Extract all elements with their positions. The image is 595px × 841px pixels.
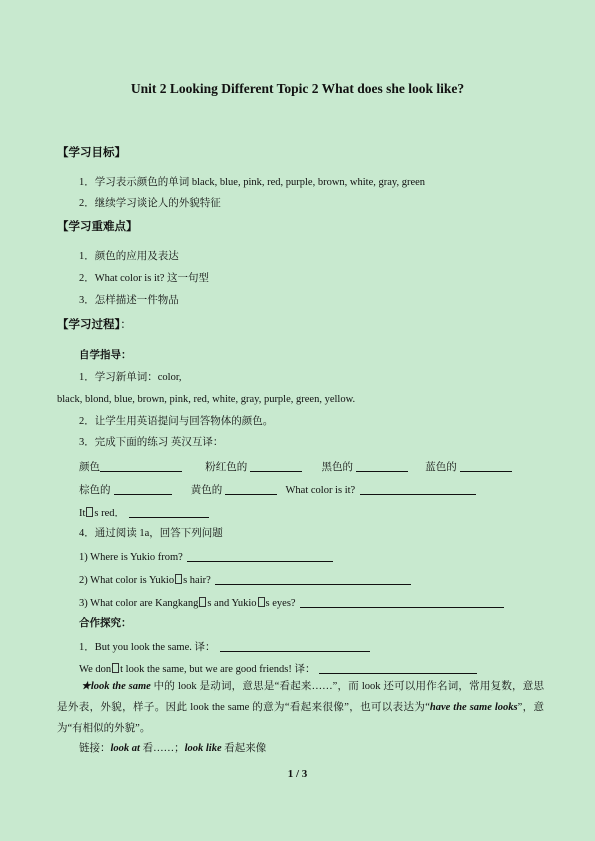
- question-3-part2: s and Yukio: [207, 598, 257, 609]
- translate-sentence-2-part2: t look the same, but we are good friends! 译：: [120, 664, 316, 675]
- translate-sentence-2-part1: We don: [79, 664, 112, 675]
- goal-item-1: 1．学习表示颜色的单词 black, blue, pink, red, purple, brown, white, gray, green: [79, 177, 426, 188]
- section-heading-goals: 【学习目标】: [57, 145, 126, 159]
- link-phrase-look-at: look at: [110, 743, 140, 754]
- blank-its-red[interactable]: [129, 507, 209, 518]
- missing-glyph-icon: [258, 597, 265, 607]
- cooperation-heading: 合作探究：: [79, 617, 132, 629]
- blank-color[interactable]: [100, 461, 182, 472]
- missing-glyph-icon: [86, 507, 93, 517]
- word-black: 黑色的: [321, 462, 353, 473]
- page-title: Unit 2 Looking Different Topic 2 What does she look like?: [130, 81, 465, 96]
- link-phrase-look-like: look like: [184, 743, 222, 754]
- translate-sentence-1-text: 1．But you look the same. 译：: [79, 642, 216, 653]
- look-the-same-note: [57, 676, 544, 739]
- note-phrase-look-the-same: ★look the same: [81, 681, 151, 692]
- link-label: 链接：: [79, 743, 111, 754]
- section-heading-process-suffix: ：: [120, 317, 132, 331]
- blank-question-1[interactable]: [187, 551, 333, 562]
- question-2-part2: s hair?: [183, 575, 211, 586]
- word-brown: 棕色的: [79, 485, 111, 496]
- blank-what-color[interactable]: [360, 484, 476, 495]
- question-2: [79, 574, 411, 587]
- self-study-heading: 自学指导：: [79, 349, 132, 361]
- word-color: 颜色: [79, 462, 100, 473]
- missing-glyph-icon: [175, 574, 182, 584]
- question-3: [79, 597, 504, 610]
- its-red-part2: s red．: [94, 508, 126, 519]
- link-note: [79, 744, 266, 755]
- blank-yellow[interactable]: [225, 484, 277, 495]
- note-text-1: 中的 look 是动词，意思是“看起来……”，而 look 还可以用作名词，常用复数，意思是外表，外貌，样子。因此 look the same 的意为“看起来很像”，也可以表达为“: [57, 681, 545, 713]
- question-2-part1: 2) What color is Yukio: [79, 575, 175, 586]
- word-pink: 粉红色的: [205, 462, 248, 473]
- self-study-item-2: 2．让学生用英语提问与回答物体的颜色。: [79, 416, 274, 427]
- translation-row-1: [79, 461, 512, 474]
- its-red-part1: It: [79, 508, 86, 519]
- section-heading-key-points: 【学习重难点】: [57, 219, 138, 233]
- key-point-2: 2．What color is it? 这一句型: [79, 273, 210, 284]
- question-3-part3: s eyes?: [265, 598, 296, 609]
- blank-brown[interactable]: [114, 484, 172, 495]
- missing-glyph-icon: [199, 597, 206, 607]
- missing-glyph-icon: [112, 663, 119, 673]
- self-study-item-1: 1．学习新单词：color,: [79, 372, 182, 383]
- blank-translate-1[interactable]: [220, 641, 370, 652]
- note-phrase-have-the-same-looks: have the same looks: [429, 702, 518, 713]
- blank-question-2[interactable]: [215, 574, 411, 585]
- self-study-item-1-words: black, blond, blue, brown, pink, red, white, gray, purple, green, yellow.: [57, 394, 356, 405]
- goal-item-2: 2．继续学习谈论人的外貌特征: [79, 198, 221, 209]
- note-text-2: ”，意为“有相似的外貌”。: [57, 702, 544, 734]
- blank-blue[interactable]: [460, 461, 512, 472]
- link-text-1: 看……；: [139, 743, 185, 754]
- question-3-part1: 3) What color are Kangkang: [79, 598, 199, 609]
- self-study-item-4: 4．通过阅读 1a，回答下列问题: [79, 528, 223, 539]
- blank-black[interactable]: [356, 461, 408, 472]
- phrase-what-color: What color is it?: [285, 485, 356, 496]
- section-heading-process: [57, 319, 132, 331]
- question-1-text: 1) Where is Yukio from?: [79, 552, 183, 563]
- key-point-3: 3．怎样描述一件物品: [79, 295, 179, 306]
- self-study-item-3: 3．完成下面的练习 英汉互译：: [79, 437, 224, 448]
- blank-translate-2[interactable]: [319, 663, 477, 674]
- section-heading-process-label: 【学习过程】: [57, 317, 121, 331]
- translate-sentence-2: [79, 663, 477, 676]
- key-point-1: 1．颜色的应用及表达: [79, 251, 179, 262]
- translation-row-3: [79, 507, 209, 520]
- word-yellow: 黄色的: [190, 485, 223, 496]
- blank-question-3[interactable]: [300, 597, 504, 608]
- word-blue: 蓝色的: [425, 462, 457, 473]
- translation-row-2: [79, 484, 476, 497]
- link-text-2: 看起来像: [221, 743, 267, 754]
- page-number: 1 / 3: [287, 768, 308, 780]
- question-1: [79, 551, 333, 564]
- blank-pink[interactable]: [250, 461, 302, 472]
- translate-sentence-1: [79, 641, 370, 654]
